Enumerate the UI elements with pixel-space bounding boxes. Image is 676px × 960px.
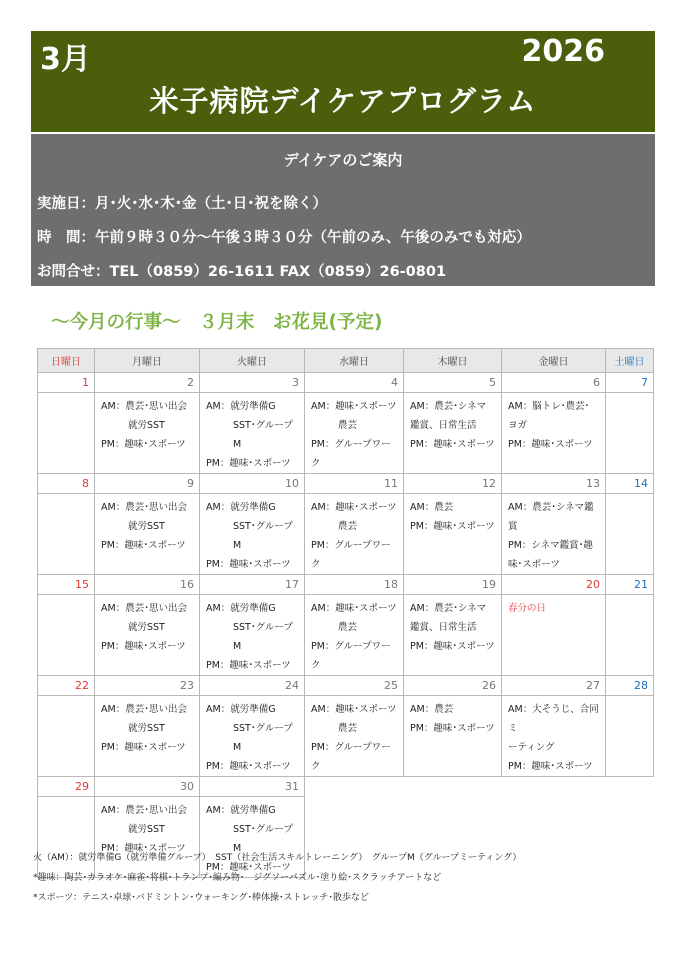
holiday-label: 春分の日 bbox=[508, 603, 547, 614]
empty-cell bbox=[606, 777, 654, 797]
schedule-line: AM：就労準備G bbox=[206, 603, 276, 614]
schedule-line: SST･グループM bbox=[233, 824, 293, 854]
monthly-event: ～今月の行事～ ３月末 お花見(予定) bbox=[51, 312, 383, 333]
day-schedule bbox=[95, 494, 200, 575]
day-schedule bbox=[502, 696, 606, 777]
day-schedule bbox=[502, 595, 606, 676]
schedule-line: AM：就労準備G bbox=[206, 704, 276, 715]
day-schedule bbox=[305, 696, 404, 777]
schedule-line: PM：趣味･スポーツ bbox=[101, 641, 186, 652]
weekday-monday: 月曜日 bbox=[95, 349, 200, 373]
year-label: 2026 bbox=[521, 34, 605, 69]
schedule-line: 鑑賞、日常生活 bbox=[410, 420, 477, 431]
info-contact: お問合せ：TEL（0859）26-1611 FAX（0859）26-0801 bbox=[37, 264, 447, 280]
date-number: 23 bbox=[95, 676, 200, 696]
schedule-line: PM：趣味･スポーツ bbox=[206, 559, 291, 570]
date-number: 25 bbox=[305, 676, 404, 696]
day-schedule bbox=[606, 696, 654, 777]
empty-cell bbox=[404, 777, 502, 797]
schedule-line: 就労SST bbox=[128, 824, 165, 835]
schedule-line: PM：趣味･スポーツ bbox=[206, 761, 291, 772]
calendar-body bbox=[38, 373, 654, 878]
date-number: 3 bbox=[200, 373, 305, 393]
weekday-friday: 金曜日 bbox=[502, 349, 606, 373]
schedule-line: PM：趣味･スポーツ bbox=[101, 742, 186, 753]
weekday-thursday: 木曜日 bbox=[404, 349, 502, 373]
schedule-line: PM：趣味･スポーツ bbox=[410, 723, 495, 734]
date-number: 15 bbox=[38, 575, 95, 595]
schedule-line: 就労SST bbox=[128, 622, 165, 633]
empty-cell bbox=[606, 797, 654, 878]
date-number: 29 bbox=[38, 777, 95, 797]
schedule-line: PM：グループワーク bbox=[311, 439, 391, 469]
schedule-row bbox=[38, 393, 654, 474]
date-number: 18 bbox=[305, 575, 404, 595]
date-number: 7 bbox=[606, 373, 654, 393]
info-title: デイケアのご案内 bbox=[283, 151, 403, 169]
schedule-line: AM：農芸･思い出会 bbox=[101, 704, 187, 715]
schedule-line: 農芸 bbox=[338, 622, 358, 633]
weekday-wednesday: 水曜日 bbox=[305, 349, 404, 373]
schedule-line: PM：趣味･スポーツ bbox=[206, 660, 291, 671]
date-number: 27 bbox=[502, 676, 606, 696]
page-title: 米子病院デイケアプログラム bbox=[149, 84, 537, 118]
footnote-sports: *スポーツ：テニス･卓球･バドミントン･ウォーキング･棒体操･ストレッチ･散歩など bbox=[33, 893, 369, 903]
date-number: 22 bbox=[38, 676, 95, 696]
date-number: 17 bbox=[200, 575, 305, 595]
schedule-line: AM：趣味･スポーツ bbox=[311, 401, 397, 412]
day-schedule bbox=[606, 494, 654, 575]
date-number: 1 bbox=[38, 373, 95, 393]
date-number: 31 bbox=[200, 777, 305, 797]
schedule-row bbox=[38, 696, 654, 777]
schedule-line: AM：農芸･シネマ鑑 bbox=[508, 502, 594, 513]
schedule-line: AM：就労準備G bbox=[206, 401, 276, 412]
schedule-line: 鑑賞、日常生活 bbox=[410, 622, 477, 633]
schedule-line: AM：就労準備G bbox=[206, 805, 276, 816]
footnotes bbox=[33, 850, 521, 910]
day-schedule bbox=[95, 696, 200, 777]
date-number: 26 bbox=[404, 676, 502, 696]
date-number: 9 bbox=[95, 474, 200, 494]
schedule-line: PM：趣味･スポーツ bbox=[410, 439, 495, 450]
schedule-line: 農芸 bbox=[338, 521, 358, 532]
date-number: 8 bbox=[38, 474, 95, 494]
schedule-line: AM：就労準備G bbox=[206, 502, 276, 513]
schedule-row bbox=[38, 494, 654, 575]
day-schedule bbox=[606, 393, 654, 474]
day-schedule bbox=[502, 494, 606, 575]
schedule-line: PM：趣味･スポーツ bbox=[101, 843, 186, 854]
schedule-line: PM：グループワーク bbox=[311, 742, 391, 772]
date-number: 21 bbox=[606, 575, 654, 595]
schedule-line: 賞 bbox=[508, 521, 518, 532]
schedule-line: AM：農芸 bbox=[410, 704, 454, 715]
day-schedule bbox=[95, 393, 200, 474]
weekday-sunday: 日曜日 bbox=[38, 349, 95, 373]
date-row bbox=[38, 474, 654, 494]
date-number: 20 bbox=[502, 575, 606, 595]
schedule-line: SST･グループM bbox=[233, 622, 293, 652]
schedule-line: PM：グループワーク bbox=[311, 540, 391, 570]
weekday-tuesday: 火曜日 bbox=[200, 349, 305, 373]
date-number: 4 bbox=[305, 373, 404, 393]
schedule-line: 農芸 bbox=[338, 420, 358, 431]
month-label: 3月 bbox=[40, 42, 91, 77]
footnote-hobby: *趣味：陶芸･カラオケ･麻雀･将棋･トランプ･編み物･ ジグソーパズル･塗り絵･スクラッチアートなど bbox=[33, 873, 442, 883]
schedule-line: AM：農芸･思い出会 bbox=[101, 603, 187, 614]
schedule-line: AM：趣味･スポーツ bbox=[311, 603, 397, 614]
day-schedule bbox=[305, 494, 404, 575]
date-row bbox=[38, 575, 654, 595]
info-box bbox=[31, 134, 655, 286]
day-schedule bbox=[606, 595, 654, 676]
day-schedule bbox=[38, 494, 95, 575]
schedule-line: PM：趣味･スポーツ bbox=[508, 761, 593, 772]
date-row bbox=[38, 373, 654, 393]
date-number: 5 bbox=[404, 373, 502, 393]
schedule-line: AM：農芸･思い出会 bbox=[101, 805, 187, 816]
date-number: 2 bbox=[95, 373, 200, 393]
schedule-line: PM：趣味･スポーツ bbox=[410, 641, 495, 652]
day-schedule bbox=[95, 595, 200, 676]
day-schedule bbox=[305, 393, 404, 474]
schedule-line: ーティング bbox=[508, 742, 555, 753]
schedule-line: 就労SST bbox=[128, 521, 165, 532]
date-number: 30 bbox=[95, 777, 200, 797]
empty-cell bbox=[502, 777, 606, 797]
schedule-line: AM：農芸･思い出会 bbox=[101, 502, 187, 513]
day-schedule bbox=[404, 595, 502, 676]
schedule-line: 味･スポーツ bbox=[508, 559, 560, 570]
day-schedule bbox=[38, 595, 95, 676]
day-schedule bbox=[200, 494, 305, 575]
schedule-line: AM：農芸 bbox=[410, 502, 454, 513]
calendar-table bbox=[37, 348, 654, 878]
day-schedule bbox=[502, 393, 606, 474]
footnote-tuesday-am: 火（AM）：就労準備G（就労準備グループ） SST（社会生活スキルトレーニング） グループM（グループミーティング） bbox=[33, 853, 522, 863]
header-banner bbox=[31, 31, 655, 132]
schedule-line: PM：グループワーク bbox=[311, 641, 391, 671]
day-schedule bbox=[305, 595, 404, 676]
schedule-line: AM：大そうじ、合同ミ bbox=[508, 704, 599, 734]
schedule-line: PM：趣味･スポーツ bbox=[206, 458, 291, 469]
date-number: 12 bbox=[404, 474, 502, 494]
schedule-line: AM：農芸･思い出会 bbox=[101, 401, 187, 412]
schedule-line: PM：趣味･スポーツ bbox=[508, 439, 593, 450]
day-schedule bbox=[200, 393, 305, 474]
date-number: 10 bbox=[200, 474, 305, 494]
schedule-line: 就労SST bbox=[128, 723, 165, 734]
schedule-line: 就労SST bbox=[128, 420, 165, 431]
day-schedule bbox=[404, 393, 502, 474]
schedule-row bbox=[38, 595, 654, 676]
schedule-line: ヨガ bbox=[508, 420, 528, 431]
schedule-line: SST･グループM bbox=[233, 420, 293, 450]
day-schedule bbox=[404, 696, 502, 777]
date-number: 16 bbox=[95, 575, 200, 595]
schedule-line: AM：趣味･スポーツ bbox=[311, 704, 397, 715]
schedule-line: AM：農芸･シネマ bbox=[410, 401, 487, 412]
weekday-saturday: 土曜日 bbox=[606, 349, 654, 373]
empty-cell bbox=[305, 777, 404, 797]
schedule-line: PM：趣味･スポーツ bbox=[101, 540, 186, 551]
date-number: 6 bbox=[502, 373, 606, 393]
schedule-line: PM：趣味･スポーツ bbox=[101, 439, 186, 450]
day-schedule bbox=[200, 595, 305, 676]
schedule-line: SST･グループM bbox=[233, 723, 293, 753]
schedule-line: AM：脳トレ･農芸･ bbox=[508, 401, 590, 412]
date-number: 11 bbox=[305, 474, 404, 494]
day-schedule bbox=[200, 696, 305, 777]
date-number: 24 bbox=[200, 676, 305, 696]
day-schedule bbox=[38, 393, 95, 474]
date-number: 19 bbox=[404, 575, 502, 595]
date-row bbox=[38, 777, 654, 797]
schedule-line: 農芸 bbox=[338, 723, 358, 734]
day-schedule bbox=[404, 494, 502, 575]
date-number: 13 bbox=[502, 474, 606, 494]
schedule-line: SST･グループM bbox=[233, 521, 293, 551]
date-number: 14 bbox=[606, 474, 654, 494]
schedule-line: PM：趣味･スポーツ bbox=[410, 521, 495, 532]
date-number: 28 bbox=[606, 676, 654, 696]
schedule-line: AM：趣味･スポーツ bbox=[311, 502, 397, 513]
schedule-line: PM：シネマ鑑賞･趣 bbox=[508, 540, 593, 551]
info-days: 実施日：月･火･水･木･金（土･日･祝を除く） bbox=[37, 196, 327, 212]
schedule-line: PM：趣味･スポーツ bbox=[206, 862, 291, 873]
schedule-line: AM：農芸･シネマ bbox=[410, 603, 487, 614]
date-row bbox=[38, 676, 654, 696]
info-hours: 時 間：午前９時３０分～午後３時３０分（午前のみ、午後のみでも対応） bbox=[37, 230, 531, 246]
weekday-header-row bbox=[38, 349, 654, 373]
day-schedule bbox=[38, 696, 95, 777]
